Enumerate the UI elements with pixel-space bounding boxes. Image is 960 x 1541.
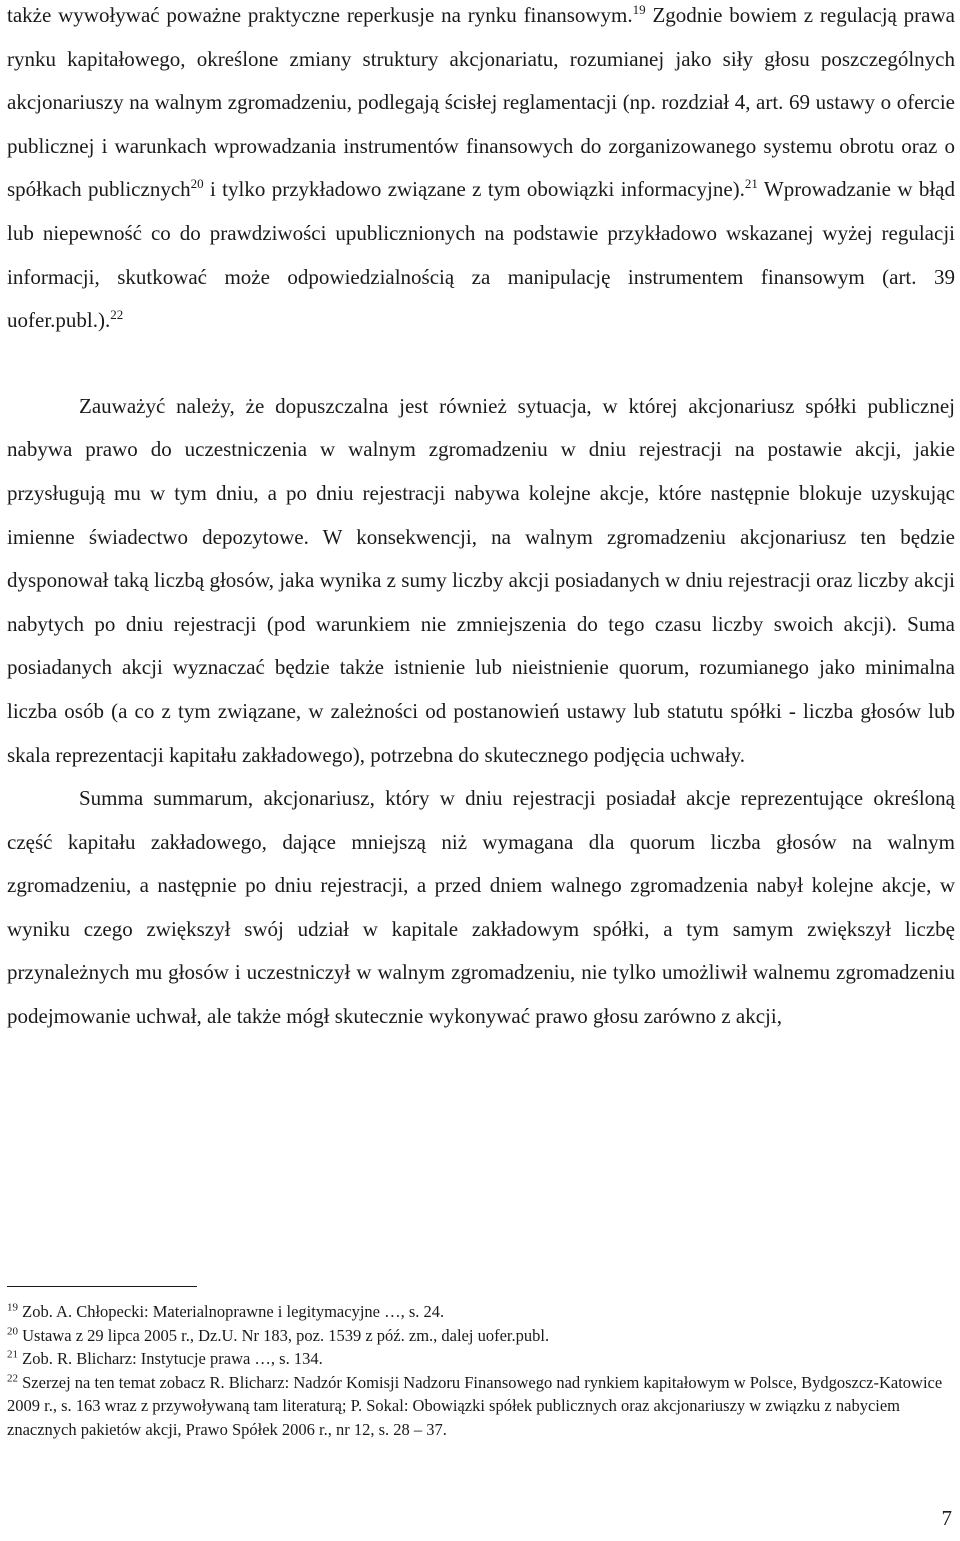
footnote-20 <box>7 1324 955 1348</box>
footnote-ref-19[interactable]: 19 <box>632 2 646 17</box>
footnote-ref-20[interactable]: 20 <box>190 176 204 192</box>
paragraph-1-text-c: i tylko przykładowo związane z tym obowiązki informacyjne). <box>203 177 745 202</box>
footnote-ref-22[interactable]: 22 <box>110 307 124 323</box>
page-number: 7 <box>941 1506 952 1530</box>
footnote-number: 21 <box>7 1348 18 1361</box>
footnote-text: Szerzej na ten temat zobacz R. Blicharz: Nadzór Komisji Nadzoru Finansowego nad rynkiem kapitałowym w Polsce, Bydgoszcz-Katowice 2009 r., s. 163 wraz z przywoływaną tam literaturą; P. Sokal: Obowiązki spółek publicznych oraz akcjonariuszy w związku z nabyciem znacznych pakietów akcji, Prawo Spółek 2006 r., nr 12, s. 28 – 37. <box>7 1372 943 1439</box>
paragraph-1-text-a: także wywoływać poważne praktyczne reperkusje na rynku finansowym. <box>7 3 633 27</box>
footnote-text: Ustawa z 29 lipca 2005 r., Dz.U. Nr 183, poz. 1539 z póź. zm., dalej uofer.publ. <box>18 1325 550 1345</box>
footnote-number: 19 <box>7 1301 18 1314</box>
footnote-number: 22 <box>7 1372 18 1385</box>
footnote-separator <box>7 1286 197 1287</box>
paragraph-3: Summa summarum, akcjonariusz, który w dniu rejestracji posiadał akcje reprezentujące określoną część kapitału zakładowego, dające mniejszą niż wymagana dla quorum liczba głosów na walnym zgromadzeniu, a następnie po dniu rejestracji, a przed dniem walnego zgromadzenia nabył kolejne akcje, w wyniku czego zwiększył swój udział w kapitale zakładowym spółki, a tym samym zwiększył liczbę przynależnych mu głosów i uczestniczył w walnym zgromadzeniu, nie tylko umożliwił walnemu zgromadzeniu podejmowanie uchwał, ale także mógł skutecznie wykonywać prawo głosu zarówno z akcji, <box>7 786 955 1029</box>
paragraph-1-text-b: Zgodnie bowiem z regulacją prawa rynku kapitałowego, określone zmiany struktury akcjonariatu, rozumianej jako siły głosu poszczególnych akcjonariuszy na walnym zgromadzeniu, podlegają ścisłej reglamentacji (np. rozdział 4, art. 69 ustawy o ofercie publicznej i warunkach wprowadzania instrumentów finansowych do zorganizowanego systemu obrotu oraz o spółkach publicznych <box>7 3 955 202</box>
footnote-22 <box>7 1371 955 1442</box>
footnote-21 <box>7 1347 955 1371</box>
document-page <box>7 0 955 1541</box>
footnote-19 <box>7 1300 955 1324</box>
footnote-text: Zob. A. Chłopecki: Materialnoprawne i legitymacyjne …, s. 24. <box>18 1302 445 1321</box>
paragraph-1-text-d: Wprowadzanie w błąd lub niepewność co do prawdziwości upublicznionych na podstawie przykładowo wskazanej wyżej regulacji informacji, skutkować może odpowiedzialnością za manipulację instrumentem finansowym (art. 39 uofer.publ.). <box>7 177 955 333</box>
footnote-ref-21[interactable]: 21 <box>744 176 758 192</box>
footnote-number: 20 <box>7 1325 18 1338</box>
paragraph-2: Zauważyć należy, że dopuszczalna jest również sytuacja, w której akcjonariusz spółki publicznej nabywa prawo do uczestniczenia w walnym zgromadzeniu w dniu rejestracji na postawie akcji, jakie przysługują mu w tym dniu, a po dniu rejestracji nabywa kolejne akcje, które następnie blokuje uzyskując imienne świadectwo depozytowe. W konsekwencji, na walnym zgromadzeniu akcjonariusz ten będzie dysponował taką liczbą głosów, jaka wynika z sumy liczby akcji posiadanych w dniu rejestracji oraz liczby akcji nabytych po dniu rejestracji (pod warunkiem nie zmniejszenia do tego czasu liczby swoich akcji). Suma posiadanych akcji wyznaczać będzie także istnienie lub nieistnienie quorum, rozumianego jako minimalna liczba osób (a co z tym związane, w zależności od postanowień ustawy lub statutu spółki - liczba głosów lub skala reprezentacji kapitału zakładowego), potrzebna do skutecznego podjęcia uchwały. <box>7 393 955 767</box>
footnote-text: Zob. R. Blicharz: Instytucje prawa …, s. 134. <box>18 1349 323 1369</box>
footnotes-section <box>7 1300 955 1442</box>
paragraph-1 <box>7 0 955 343</box>
